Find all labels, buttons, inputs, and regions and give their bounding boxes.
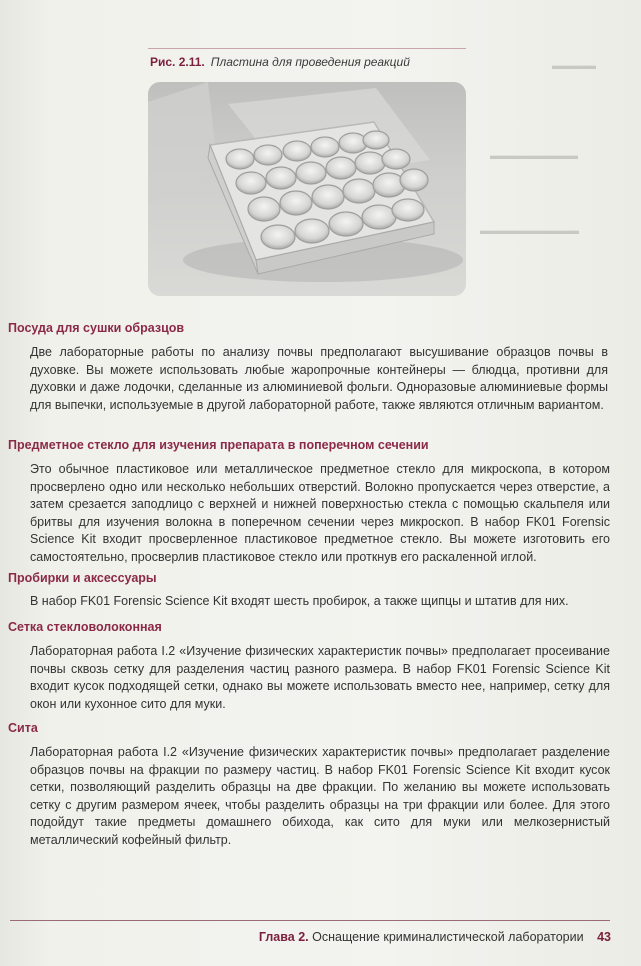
bleed-through-text: ▬▬▬▬ [552, 60, 596, 72]
figure-caption [150, 55, 410, 69]
chapter-title: Оснащение криминалистической лаборатории [312, 930, 584, 944]
footer-rule [10, 920, 610, 921]
section-text-slide: Это обычное пластиковое или металлическое предметное стекло для микроскопа, в котором просверлено одно или несколько небольших отверстий. Волокно пропускается через отверстие, а затем срезается заподлицо с верхней и нижней поверхностью стекла с помощью скальпеля или бритвы для изучения волокна в поперечном сечении через микроскоп. В набор FK01 Forensic Science Kit входит просверленное пластиковое предметное стекло. Вы можете изготовить его самостоятельно, просверлив пластиковое стекло или проткнув его раскаленной иглой. [30, 462, 610, 564]
section-text-drying: Две лабораторные работы по анализу почвы предполагают высушивание образцов почвы в духовке. Вы можете использовать любые жаропрочные контейнеры — блюдца, противни для духовки и даже лодочки, сделанные из алюминиевой фольги. Одноразовые алюминиевые формы для выпечки, используемые в другой лабораторной работе, также являются отличным вариантом. [30, 345, 608, 412]
section-heading-tubes: Пробирки и аксессуары [8, 571, 157, 585]
well-plate-illustration [148, 82, 466, 296]
figure-number: Рис. 2.11. [150, 55, 205, 69]
section-heading-sieves: Сита [8, 721, 38, 735]
section-heading-slide: Предметное стекло для изучения препарата в поперечном сечении [8, 438, 429, 452]
figure-top-rule [148, 48, 466, 49]
chapter-label: Глава 2. [258, 930, 309, 944]
bleed-through-text: ▬▬▬▬▬▬▬▬▬ [480, 225, 579, 237]
section-text-fiberglass-mesh: Лабораторная работа I.2 «Изучение физических характеристик почвы» предполагает просеивание почвы сквозь сетку для разделения частиц разного размера. В набор FK01 Forensic Science Kit входит кусок подходящей сетки, однако вы можете использовать вместо нее, например, сетку для окон или кухонное сито для муки. [30, 644, 610, 711]
figure-title: Пластина для проведения реакций [210, 55, 410, 69]
section-heading-fiberglass-mesh: Сетка стекловолоконная [8, 620, 162, 634]
bleed-through-text: ▬▬▬▬▬▬▬▬ [490, 150, 578, 162]
page-number: 43 [597, 930, 611, 944]
page-footer [259, 930, 611, 944]
section-text-tubes: В набор FK01 Forensic Science Kit входят шесть пробирок, а также щипцы и штатив для них. [30, 594, 569, 608]
section-text-sieves: Лабораторная работа I.2 «Изучение физических характеристик почвы» предполагает разделение образцов почвы на фракции по размеру частиц. В набор FK01 Forensic Science Kit входит кусок сетки, позволяющий разделить образцы на две фракции. По желанию вы можете использовать сетку с другим размером ячеек, чтобы разделить образцы на три фракции или более. Для этого подойдут такие предметы домашнего обихода, как сито для муки или мелкозернистый металлический кофейный фильтр. [30, 745, 610, 847]
reaction-plate-photo [148, 82, 466, 296]
section-heading-drying: Посуда для сушки образцов [8, 321, 185, 335]
